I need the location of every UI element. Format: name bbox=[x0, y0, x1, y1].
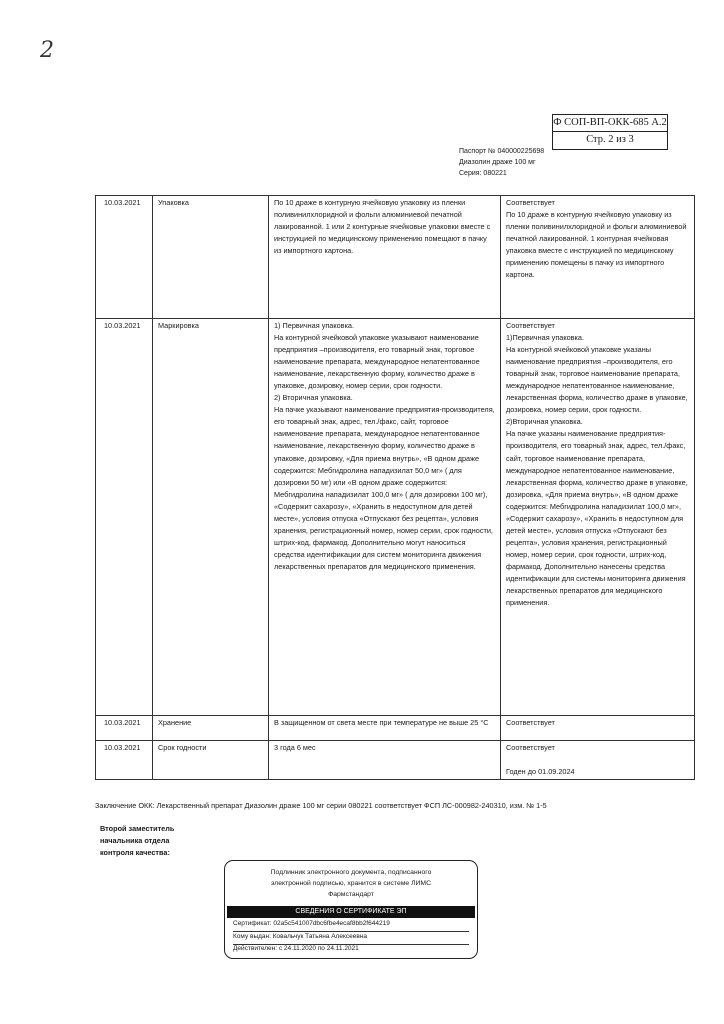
certificate-holder: Кому выдан: Ковальчук Татьяна Алексеевна bbox=[233, 933, 368, 940]
certificate-number: Сертификат: 02a5c541007dbc6fbe4ecaf8bb2f644219 bbox=[233, 920, 390, 927]
handwritten-page-mark: 2 bbox=[40, 38, 54, 63]
table-row bbox=[96, 741, 695, 780]
row-parameter: Срок годности bbox=[153, 741, 269, 780]
e-signature-stamp bbox=[224, 860, 478, 959]
page-indicator: Стр. 2 из 3 bbox=[586, 134, 634, 145]
certificate-validity: Действителен: с 24.11.2020 по 24.11.2021 bbox=[233, 945, 359, 952]
row-date: 10.03.2021 bbox=[96, 741, 153, 780]
document-number-box bbox=[552, 114, 668, 150]
row-parameter: Хранение bbox=[153, 716, 269, 741]
stamp-divider bbox=[233, 931, 469, 932]
row-result: Соответствует 1)Первичная упаковка. На контурной ячейковой упаковке указаны наименование предприятия –производителя, его товарный знак, торговое наименование препарата, международное непатентованное наименование, лекарственная форма, количество драже в упаковке, дозировка, номер серии, срок годности. 2)Вторичная упаковка. На пачке указаны наименование предприятия-производителя, его товарный знак, адрес, тел./факс, сайт, торговое наименование препарата, международное непатентованное наименование, лекарственная форма, количество драже в упаковке, дозировка, «Для приема внутрь», «В одном драже содержится: Мебгидролина нападизилат 100,0 мг», «Содержит сахарозу», «Хранить в недоступном для детей месте», условия отпуска «Отпускают без рецепта», условия хранения, регистрационный номер, номер серии, срок годности, штрих-код, фармакод. Дополнительно нанесены средства идентификации для системы мониторинга движения лекарственных препаратов для медицинского применения. bbox=[501, 319, 695, 716]
series-number: Серия: 080221 bbox=[459, 170, 507, 177]
row-result: Соответствует По 10 драже в контурную ячейковую упаковку из пленки поливинилхлоридной и фольги алюминиевой печатной лакированной. 1 контурная ячейковая упаковка вместе с инструкцией по медицинскому применению помещены в пачку из импортного картона. bbox=[501, 196, 695, 319]
row-parameter: Маркировка bbox=[153, 319, 269, 716]
product-name: Диазолин драже 100 мг bbox=[459, 159, 536, 166]
test-results-table bbox=[95, 195, 695, 780]
row-parameter: Упаковка bbox=[153, 196, 269, 319]
table-row bbox=[96, 196, 695, 319]
passport-number: Паспорт № 040000225698 bbox=[459, 148, 545, 155]
row-date: 10.03.2021 bbox=[96, 196, 153, 319]
row-result: Соответствует Годен до 01.09.2024 bbox=[501, 741, 695, 780]
stamp-title: Подлинник электронного документа, подписанного электронной подписью, хранится в системе ЛИМС Фармстандарт bbox=[270, 869, 432, 898]
row-requirement: В защищенном от света месте при температуре не выше 25 °C bbox=[269, 716, 501, 741]
passport-info bbox=[459, 146, 544, 179]
row-requirement: 1) Первичная упаковка. На контурной ячейковой упаковке указывают наименование предприятия –производителя, его товарный знак, торговое наименование препарата, международное непатентованное наименование, лекарственную форму, количество драже в упаковке, дозировку, номер серии, срок годности. 2) Вторичная упаковка. На пачке указывают наименование предприятия-производителя, его товарный знак, адрес, тел./факс, сайт, торговое наименование препарата, международное непатентованное наименование, лекарственную форму, количество драже в упаковке, дозировку, «Для приема внутрь», «В одном драже содержится: Мебгидролина нападизилат 50,0 мг» ( для дозировки 50 мг) или «В одном драже содержится: Мебгидролина нападизилат 100,0 мг» ( для дозировки 100 мг), «Содержит сахарозу», «Хранить в недоступном для детей месте», условия отпуска «Отпускают без рецепта», условия хранения, регистрационный номер, номер серии, срок годности, штрих-код, фармакод. Дополнительно могут наноситься средства идентификации для систем мониторинга движения лекарственных препаратов для медицинского применения. bbox=[269, 319, 501, 716]
document-code: Ф СОП-ВП-ОКК-685 А.2 bbox=[553, 115, 667, 132]
row-result: Соответствует bbox=[501, 716, 695, 741]
conclusion-text: Заключение ОКК: Лекарственный препарат Диазолин драже 100 мг серии 080221 соответствует ФСП ЛС-000982-240310, изм. № 1-5 bbox=[95, 801, 547, 810]
stamp-header: СВЕДЕНИЯ О СЕРТИФИКАТЕ ЭП bbox=[227, 906, 475, 918]
row-date: 10.03.2021 bbox=[96, 716, 153, 741]
table-row bbox=[96, 319, 695, 716]
table-row bbox=[96, 716, 695, 741]
row-date: 10.03.2021 bbox=[96, 319, 153, 716]
signer-title: Второй заместитель начальника отдела контроля качества: bbox=[100, 824, 175, 857]
row-requirement: По 10 драже в контурную ячейковую упаковку из пленки поливинилхлоридной и фольги алюминиевой печатной лакированной. 1 или 2 контурные ячейковые упаковки вместе с инструкцией по медицинскому применению помещают в пачку из импортного картона. bbox=[269, 196, 501, 319]
row-requirement: 3 года 6 мес bbox=[269, 741, 501, 780]
